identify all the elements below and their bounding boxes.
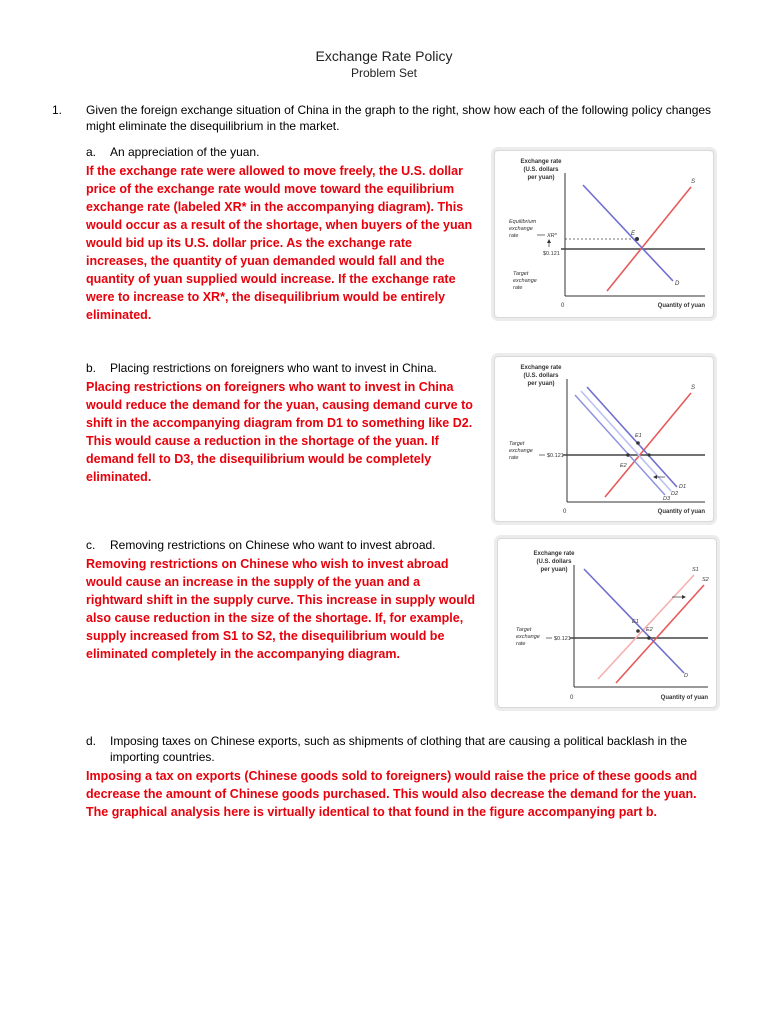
e2-label: E2 <box>620 463 627 469</box>
answer-line: were to increase to XR*, the disequilibrium would be entirely <box>86 290 446 304</box>
demand-point <box>647 453 650 456</box>
answer-line: shift in the accompanying diagram from D1 to something like D2. <box>86 416 473 430</box>
eq-rate-label-line: rate <box>509 233 519 239</box>
arrow-head-icon <box>653 475 657 479</box>
y-axis-title-line: (U.S. dollars <box>523 373 559 379</box>
answer-line: supply increased from S1 to S2, the disequilibrium would be <box>86 629 445 643</box>
graph-a <box>494 150 714 318</box>
answer-line: rightward shift in the supply curve. This increase in supply would <box>86 593 475 607</box>
part-d-letter: d. <box>86 734 97 748</box>
demand-curve <box>583 185 673 281</box>
answer-line: quantity of yuan supplied would increase. If the exchange rate <box>86 272 456 286</box>
price-label: $0.121 <box>543 251 560 257</box>
supply-curve <box>605 393 691 497</box>
supply-curve <box>607 187 691 291</box>
answer-line: demand fell to D3, the disequilibrium would be completely <box>86 452 432 466</box>
origin-label: 0 <box>561 303 565 309</box>
target-label-line: Target <box>513 271 529 277</box>
part-d-answer <box>86 767 726 821</box>
e1-label: E1 <box>635 433 642 439</box>
equilibrium-point-e2 <box>647 636 651 640</box>
eq-rate-label-line: Equilibrium <box>509 219 537 225</box>
target-label-line: rate <box>509 455 519 461</box>
e2-label: E2 <box>646 627 653 633</box>
document-subtitle: Problem Set <box>350 66 418 80</box>
answer-line: The graphical analysis here is virtually identical to that found in the figure accompanying part b. <box>86 805 657 819</box>
demand-label: D <box>684 673 688 679</box>
s1-label: S1 <box>692 567 699 573</box>
arrow-head-icon <box>547 239 551 243</box>
answer-line: would cause an increase in the supply of the yuan and a <box>86 575 421 589</box>
equilibrium-label: E <box>631 231 636 237</box>
equilibrium-point-e1 <box>636 629 640 633</box>
target-label-line: exchange <box>513 278 537 284</box>
x-axis-title: Quantity of yuan <box>657 303 705 309</box>
answer-line: exchange rate (labeled XR* in the accompanying diagram). This <box>86 200 464 214</box>
target-label-line: rate <box>513 285 523 291</box>
d1-label: D1 <box>679 484 687 490</box>
equilibrium-point <box>635 237 639 241</box>
graph-c <box>497 538 717 708</box>
answer-line: would bid up its U.S. dollar price. As the exchange rate <box>86 236 412 250</box>
y-axis-title-line: per yuan) <box>527 381 555 387</box>
part-b-letter: b. <box>86 361 97 375</box>
target-label-line: Target <box>516 627 532 633</box>
answer-line: eliminated. <box>86 308 152 322</box>
question-text: Given the foreign exchange situation of China in the graph to the right, show how each of the following policy changes might eliminate the disequilibrium in the market. <box>86 103 712 133</box>
part-a-answer <box>86 162 472 324</box>
part-b-heading <box>86 360 437 376</box>
price-label: $0.121 <box>554 636 571 642</box>
heading-line: Imposing taxes on Chinese exports, such as shipments of clothing that are causing a political backlash in the <box>110 734 687 748</box>
x-axis-title: Quantity of yuan <box>657 509 705 515</box>
part-c-letter: c. <box>86 538 96 552</box>
answer-line: also cause reduction in the size of the shortage. If, for example, <box>86 611 464 625</box>
supply-curve-s2 <box>616 585 704 683</box>
supply-label: S <box>691 179 696 185</box>
y-axis-title-line: Exchange rate <box>520 159 562 165</box>
answer-line: eliminated completely in the accompanying diagram. <box>86 647 400 661</box>
y-axis-title-line: (U.S. dollars <box>523 167 559 173</box>
part-b-text: Placing restrictions on foreigners who want to invest in China. <box>110 361 437 375</box>
demand-curve-d1 <box>587 387 677 487</box>
x-axis-title: Quantity of yuan <box>660 695 708 701</box>
arrow-head-icon <box>682 595 686 599</box>
target-label-line: Target <box>509 441 525 447</box>
y-axis-title-line: (U.S. dollars <box>536 559 572 565</box>
equilibrium-point-e2 <box>626 453 630 457</box>
answer-line: Removing restrictions on Chinese who wish to invest abroad <box>86 557 449 571</box>
question-number: 1. <box>52 103 63 117</box>
answer-line: This would cause a reduction in the shortage of the yuan. If <box>86 434 439 448</box>
d2-label: D2 <box>671 491 679 497</box>
part-d-heading <box>86 733 726 765</box>
target-label-line: rate <box>516 641 526 647</box>
answer-line: would occur as a result of the shortage, when buyers of the yuan <box>86 218 473 232</box>
e1-label: E1 <box>632 619 639 625</box>
part-a-text: An appreciation of the yuan. <box>110 145 260 159</box>
answer-line: eliminated. <box>86 470 152 484</box>
y-axis-title-line: Exchange rate <box>520 365 562 371</box>
answer-line: increases, the quantity of yuan demanded would fall and the <box>86 254 445 268</box>
question-1 <box>52 102 732 134</box>
xr-label: XR* <box>547 233 557 239</box>
part-a-letter: a. <box>86 145 97 159</box>
part-b-answer <box>86 378 473 486</box>
answer-line: price of the exchange rate would move toward the equilibrium <box>86 182 455 196</box>
equilibrium-point-e1 <box>636 441 640 445</box>
part-c-answer <box>86 555 475 663</box>
demand-label: D <box>675 281 680 287</box>
answer-line: If the exchange rate were allowed to move freely, the U.S. dollar <box>86 164 463 178</box>
demand-curve-d2 <box>581 391 671 491</box>
heading-line: importing countries. <box>110 750 215 764</box>
graph-b <box>494 356 714 522</box>
s2-label: S2 <box>702 577 709 583</box>
eq-rate-label-line: exchange <box>509 226 533 232</box>
supply-label: S <box>691 385 696 391</box>
y-axis-title-line: per yuan) <box>540 567 568 573</box>
part-d-text <box>110 733 687 765</box>
price-label: $0.121 <box>547 453 564 459</box>
answer-line: decrease the amount of Chinese goods purchased. This would also decrease the demand for the yuan. <box>86 787 697 801</box>
d3-label: D3 <box>663 496 671 502</box>
answer-line: Placing restrictions on foreigners who want to invest in China <box>86 380 454 394</box>
origin-label: 0 <box>570 695 574 701</box>
y-axis-title-line: Exchange rate <box>533 551 575 557</box>
target-label-line: exchange <box>516 634 540 640</box>
document-title: Exchange Rate Policy <box>315 48 453 64</box>
answer-line: would reduce the demand for the yuan, causing demand curve to <box>86 398 473 412</box>
part-c-text: Removing restrictions on Chinese who want to invest abroad. <box>110 538 436 552</box>
answer-line: Imposing a tax on exports (Chinese goods sold to foreigners) would raise the price of these goods and <box>86 769 698 783</box>
origin-label: 0 <box>563 509 567 515</box>
part-c-heading <box>86 537 436 553</box>
target-label-line: exchange <box>509 448 533 454</box>
y-axis-title-line: per yuan) <box>527 175 555 181</box>
part-a-heading <box>86 144 259 160</box>
